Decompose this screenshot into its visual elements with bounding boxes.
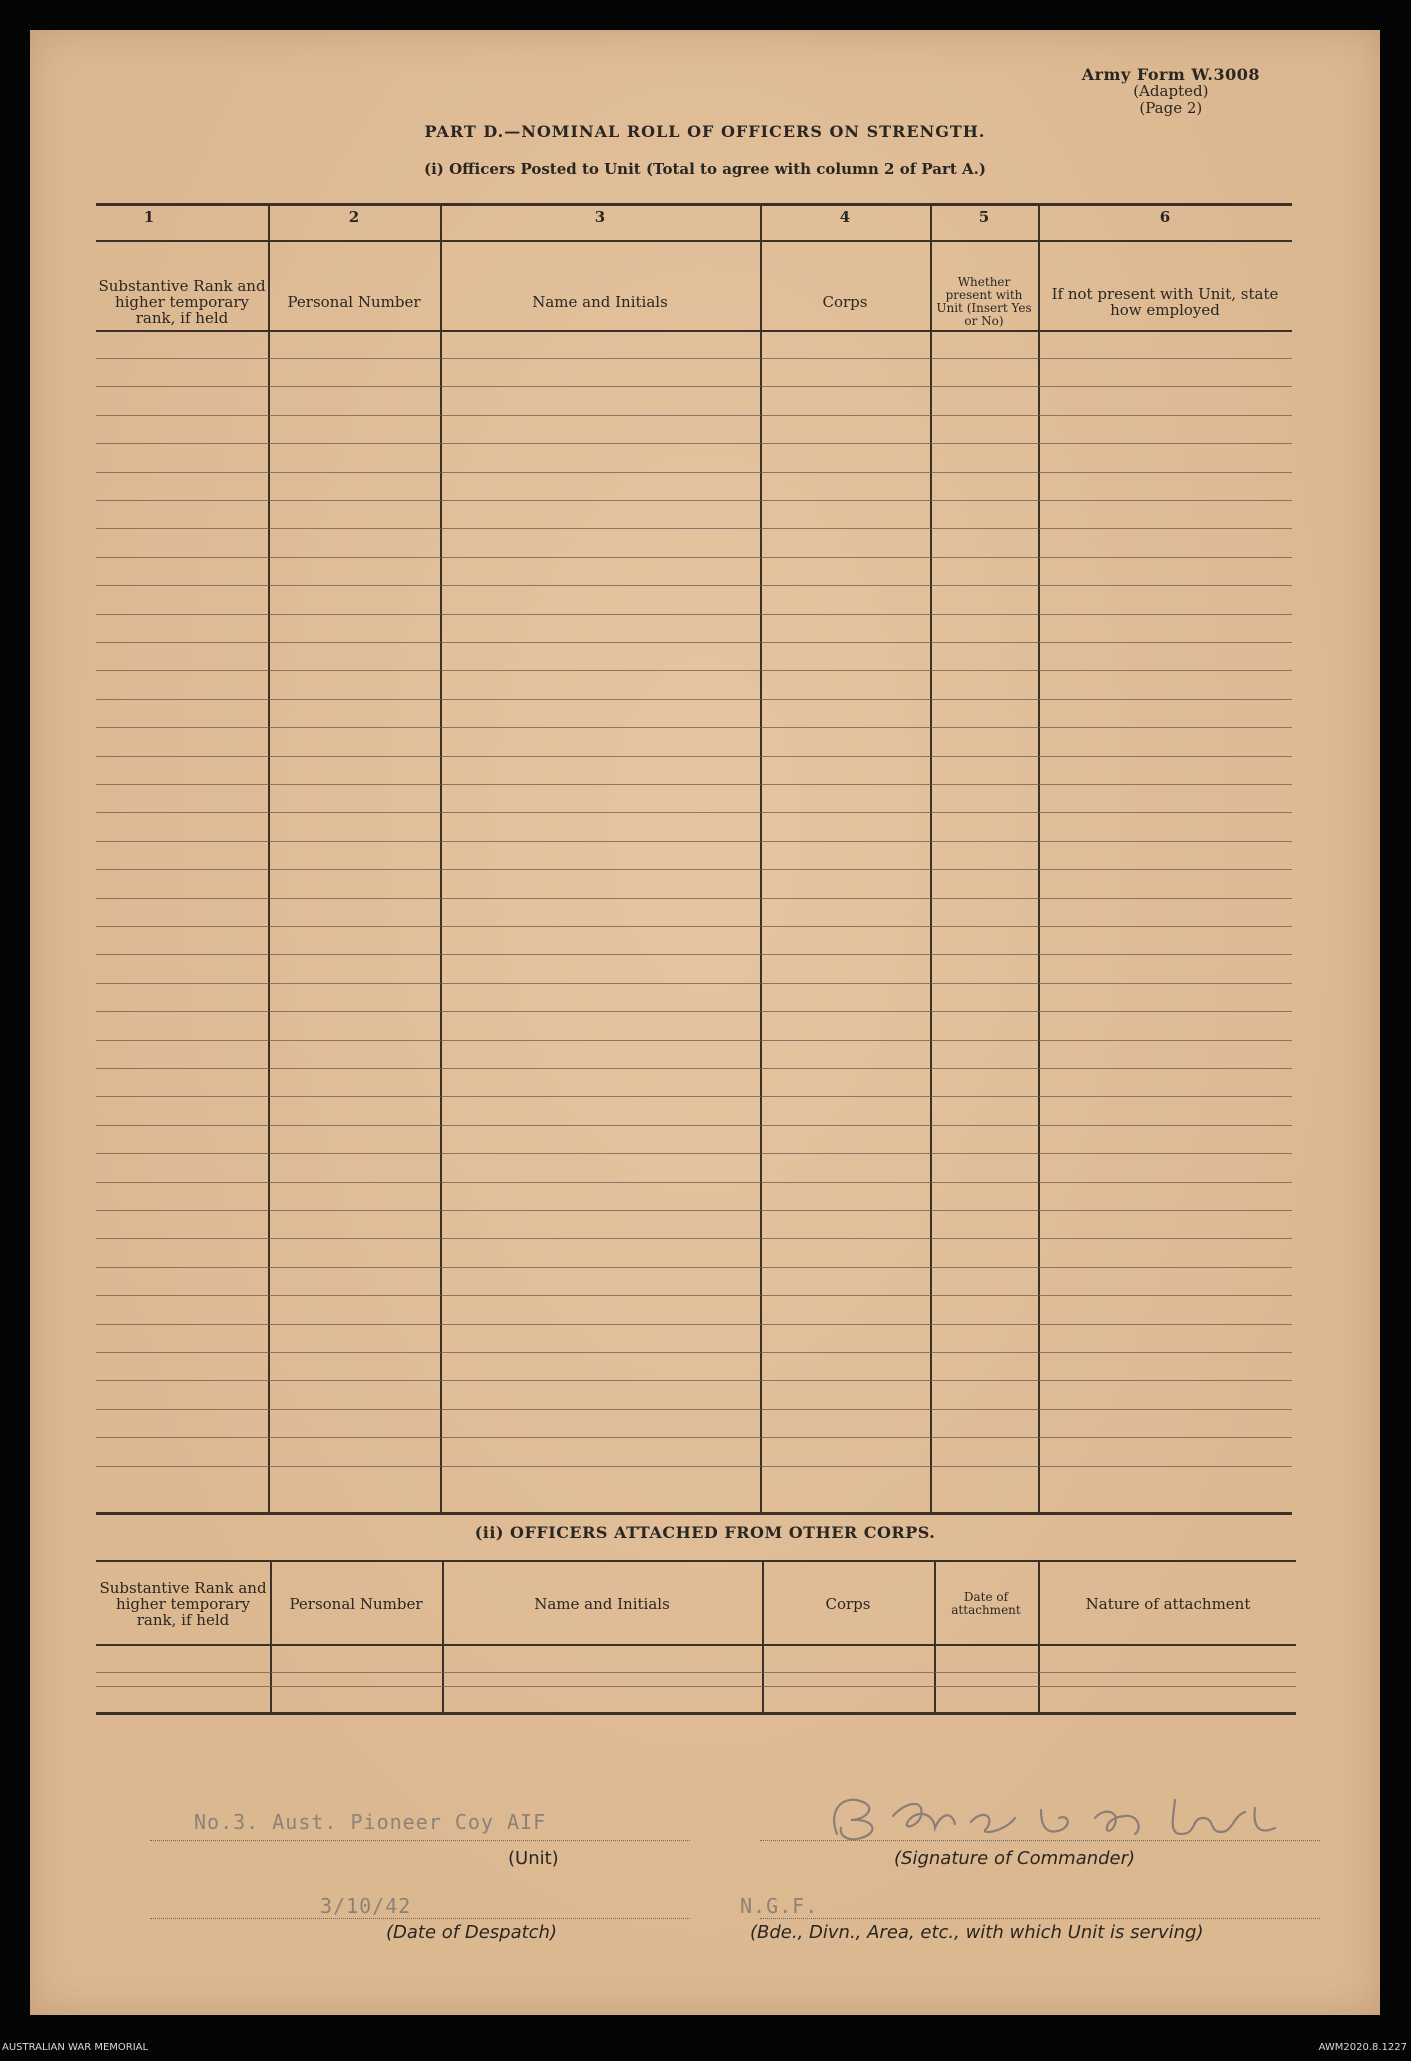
form-number: Army Form W.3008 [1081,65,1260,84]
column-divider-2 [440,203,442,1515]
ruled-row-line [96,1380,1292,1381]
date-value: 3/10/42 [320,1894,412,1918]
ruled-row-line [96,386,1292,387]
header-personal-number: Personal Number [287,293,421,311]
table-bottom-rule [96,1512,1292,1515]
date-label: (Date of Despatch) [386,1922,557,1943]
ruled-row-line [96,1267,1292,1268]
ruled-row-line [96,1210,1292,1211]
ruled-row-line [96,1238,1292,1239]
ruled-row-line [96,1040,1292,1041]
ruled-row-line [96,1352,1292,1353]
ruled-row-line [96,983,1292,984]
ruled-row-line [96,358,1292,359]
unit-dotted-line [150,1840,690,1841]
ruled-row-line [96,1466,1292,1467]
ruled-row-line [96,1295,1292,1296]
ruled-row-line [96,614,1292,615]
ruled-row-line [96,898,1292,899]
part-title: PART D.—NOMINAL ROLL OF OFFICERS ON STRENGTH. [424,122,986,141]
ruled-row-line [96,756,1292,757]
area-dotted-line [760,1918,1320,1919]
ruled-row-line [96,1125,1292,1126]
ruled-row-line [96,926,1292,927]
ruled-row-line [96,670,1292,671]
ruled-row-line [96,1068,1292,1069]
table2-column-divider-3 [762,1560,764,1712]
ruled-row-line [96,472,1292,473]
table2-bottom-rule [96,1712,1296,1715]
column-divider-1 [268,203,270,1515]
header2-rank: Substantive Rank and higher temporary rank, if held [99,1579,267,1629]
column-number-5: 5 [978,208,990,226]
unit-value: No.3. Aust. Pioneer Coy AIF [194,1810,547,1834]
column-number-1: 1 [143,208,155,226]
form-page-number: (Page 2) [1139,99,1203,117]
handwritten-signature-graphic [805,1788,1325,1848]
column-number-rule [96,240,1292,242]
header2-personal-number: Personal Number [289,1595,423,1613]
header-bottom-rule [96,330,1292,332]
unit-label: (Unit) [508,1848,559,1869]
ruled-row-line [96,1011,1292,1012]
column-divider-5 [1038,203,1040,1515]
ruled-row-line [96,1437,1292,1438]
ruled-row-line [96,443,1292,444]
table2-column-divider-2 [442,1560,444,1712]
table2-ruled-row-line [96,1672,1296,1673]
column-number-3: 3 [594,208,606,226]
ruled-row-line [96,841,1292,842]
ruled-row-line [96,557,1292,558]
header2-name-initials: Name and Initials [534,1595,670,1613]
header2-corps: Corps [825,1595,871,1613]
table2-column-divider-5 [1038,1560,1040,1712]
area-label: (Bde., Divn., Area, etc., with which Unit is serving) [750,1922,1204,1943]
ruled-row-line [96,585,1292,586]
column-number-4: 4 [839,208,851,226]
header2-date-attachment: Date of attachment [951,1590,1021,1617]
form-identifier [1082,66,1260,117]
ruled-row-line [96,1324,1292,1325]
ruled-row-line [96,1096,1292,1097]
ruled-row-line [96,1182,1292,1183]
ruled-row-line [96,727,1292,728]
header-how-employed: If not present with Unit, state how employed [1051,285,1279,319]
table2-header-rule [96,1644,1296,1646]
ruled-row-line [96,1153,1292,1154]
ruled-row-line [96,812,1292,813]
header2-nature-attachment: Nature of attachment [1085,1595,1251,1613]
table2-ruled-row-line [96,1686,1296,1687]
table2-column-divider-4 [934,1560,936,1712]
ruled-row-line [96,642,1292,643]
footer-source: AUSTRALIAN WAR MEMORIAL [2,2042,149,2053]
form-adapted: (Adapted) [1133,82,1209,100]
column-divider-4 [930,203,932,1515]
ruled-row-line [96,954,1292,955]
signature-label: (Signature of Commander) [894,1848,1136,1869]
ruled-row-line [96,528,1292,529]
ruled-row-line [96,699,1292,700]
header-name-initials: Name and Initials [532,293,668,311]
table-top-rule [96,203,1292,206]
ruled-row-line [96,500,1292,501]
part-subtitle: (i) Officers Posted to Unit (Total to agree with column 2 of Part A.) [424,160,986,178]
ruled-row-line [96,415,1292,416]
footer-catalogue-id: AWM2020.8.1227 [1318,2042,1407,2053]
date-dotted-line [150,1918,690,1919]
table2-top-rule [96,1560,1296,1562]
ruled-row-line [96,784,1292,785]
table2-column-divider-1 [270,1560,272,1712]
form-page [30,30,1380,2015]
column-divider-3 [760,203,762,1515]
column-number-6: 6 [1159,208,1171,226]
area-value: N.G.F. [740,1894,819,1918]
signature [805,1788,1325,1848]
section-attached-title: (ii) OFFICERS ATTACHED FROM OTHER CORPS. [474,1523,936,1542]
ruled-row-line [96,1409,1292,1410]
header-corps: Corps [822,293,868,311]
signature-dotted-line [760,1840,1320,1841]
ruled-row-line [96,869,1292,870]
column-number-2: 2 [348,208,360,226]
header-whether-present: Whether present with Unit (Insert Yes or No) [936,275,1032,328]
header-rank: Substantive Rank and higher temporary rank, if held [98,277,266,327]
